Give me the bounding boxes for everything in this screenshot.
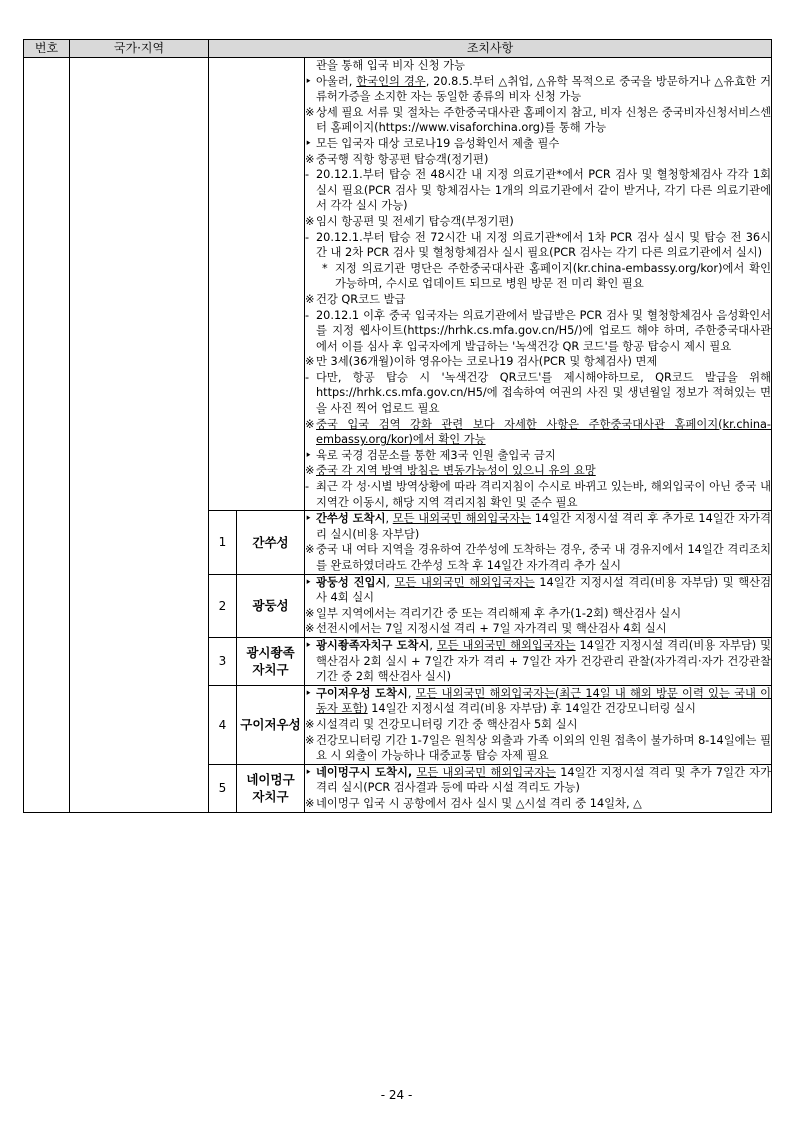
bullet-marker: ‣	[305, 765, 312, 779]
content-line	[305, 463, 771, 479]
content-line	[305, 261, 771, 292]
region-name: 네이멍구 자치구	[237, 764, 305, 812]
line-text: 만 3세(36개월)이하 영유아는 코로나19 검사(PCR 및 항체검사) 면제	[316, 355, 658, 369]
content-line	[305, 717, 771, 733]
content-line	[305, 638, 771, 685]
region-index: 2	[209, 574, 237, 637]
line-text: ,	[407, 686, 416, 700]
header-country: 국가·지역	[70, 40, 209, 58]
bullet-marker: ‣	[305, 686, 312, 700]
bullet-marker: ※	[305, 717, 315, 731]
bullet-marker: ‣	[305, 448, 312, 462]
region-index: 3	[209, 637, 237, 685]
line-text: 임시 항공편 및 전세기 탑승객(부정기편)	[316, 214, 514, 228]
bullet-marker: -	[305, 308, 310, 322]
bullet-marker: -	[305, 480, 310, 494]
page-number: - 24 -	[380, 1088, 413, 1102]
region-measures	[305, 685, 772, 764]
line-text: 14일간 지정시설 격리 후 추가로 14일간 자가격리 실시(비용 자부담)	[316, 512, 772, 541]
line-text: ,	[429, 638, 437, 652]
line-text: 시설격리 및 건강모니터링 기간 중 핵산검사 5회 실시	[316, 717, 578, 731]
line-text: 14일간 지정시설 격리(비용 자부담) 및 핵산검사 4회 실시	[316, 575, 771, 605]
line-text: 다만, 항공 탑승 시 '녹색건강 QR코드'를 제시해야하므로, QR코드 발급을 위해 https://hrhk.cs.mfa.gov.cn/H5/에 접속하여 여권의 사진 및 생년월일 정보가 적혀있는 면을 사진 찍어 업로드 필요	[316, 370, 771, 416]
table-row	[24, 58, 772, 511]
line-text: 네이멍구 입국 시 공항에서 검사 실시 및 △시설 격리 중 14일차, △	[316, 796, 642, 810]
bullet-marker: ※	[305, 606, 315, 620]
line-text: 지정 의료기관 명단은 주한중국대사관 홈페이지(kr.china-embassy.org/kor)에서 확인 가능하며, 수시로 업데이트 되므로 병원 방문 전 미리 확인 필요	[335, 261, 771, 291]
content-line	[305, 479, 771, 510]
bullet-marker: ※	[305, 355, 315, 369]
content-line	[305, 167, 771, 214]
content-line	[305, 105, 771, 136]
content-line	[305, 136, 771, 152]
line-text: 한국인의 경우	[356, 74, 426, 88]
region-measures	[305, 511, 772, 574]
bullet-marker: ※	[305, 733, 315, 747]
line-text: 육로 국경 검문소를 통한 제3국 인원 출입국 금지	[316, 448, 556, 462]
line-text: 상세 필요 서류 및 절차는 주한중국대사관 홈페이지 참고, 비자 신청은 중국비자신청서비스센터 홈페이지(https://www.visaforchina.org)를 통해 가능	[316, 105, 771, 135]
line-text: ,	[386, 575, 395, 589]
bullet-marker: -	[305, 230, 310, 244]
line-text: 광시좡족자치구 도착시	[316, 638, 430, 652]
region-name: 광둥성	[237, 574, 305, 637]
line-text: 중국행 직항 항공편 탑승객(정기편)	[316, 152, 489, 166]
content-line	[305, 621, 771, 637]
content-line	[305, 292, 771, 308]
content-line	[305, 448, 771, 464]
bullet-marker: -	[305, 168, 310, 182]
header-action: 조치사항	[209, 40, 772, 58]
content-line	[305, 796, 771, 812]
line-text: ,	[385, 512, 393, 526]
bullet-marker: -	[305, 370, 310, 384]
content-line	[305, 230, 771, 261]
content-line	[305, 308, 771, 355]
bullet-marker: ‣	[305, 512, 312, 526]
general-measures	[305, 58, 772, 511]
bullet-marker: ‣	[305, 136, 312, 150]
content-line	[305, 733, 771, 764]
line-text: 선전시에서는 7일 지정시설 격리 + 7일 자가격리 및 핵산검사 4회 실시	[316, 622, 667, 636]
line-text: 건강 QR코드 발급	[316, 292, 406, 306]
content-line	[305, 511, 771, 542]
region-name: 광시좡족 자치구	[237, 637, 305, 685]
bullet-marker: ‣	[305, 575, 312, 589]
table-header-row	[24, 40, 772, 58]
bullet-marker: ※	[305, 214, 315, 228]
line-text: 광둥성 진입시	[316, 575, 387, 589]
line-text: 모든 내외국민 해외입국자는	[416, 765, 556, 779]
line-text: 모든 내외국민 해외입국자는	[436, 638, 576, 652]
bullet-marker: ※	[305, 105, 315, 119]
line-text: 모든 입국자 대상 코로나19 음성확인서 제출 필수	[316, 136, 560, 150]
content-line	[305, 606, 771, 622]
blank-subcell	[209, 58, 305, 511]
content-line	[305, 214, 771, 230]
bullet-marker: ※	[305, 464, 315, 478]
bullet-marker: *	[322, 261, 328, 275]
content-line	[305, 575, 771, 606]
region-index: 4	[209, 685, 237, 764]
line-text: 모든 내외국민 해외입국자는(최근 14일 내 해외 방문 이력 있는 국내 이동자 포함)	[316, 686, 771, 716]
bullet-marker: ※	[305, 622, 315, 636]
line-text: 네이멍구시 도착시,	[316, 765, 413, 779]
document-page	[23, 39, 772, 813]
region-index: 1	[209, 511, 237, 574]
line-text: 아울러,	[316, 74, 357, 88]
bullet-marker: ※	[305, 417, 315, 431]
region-measures	[305, 764, 772, 812]
bullet-marker: ※	[305, 152, 315, 166]
line-text: 구이저우성 도착시	[316, 686, 408, 700]
line-text: 중국 내 여타 지역을 경유하여 간쑤성에 도착하는 경우, 중국 내 경유지에서 14일간 격리조치를 완료하였더라도 간쑤성 도착 후 14일간 자가격리 추가 실시	[316, 543, 771, 572]
line-text: 관을 통해 입국 비자 신청 가능	[316, 59, 465, 72]
line-text: , 20.8.5.부터 △취업, △유학 목적으로 중국을 방문하거나 △유효한 거류허가증을 소지한 자는 동일한 종류의 비자 신청 가능	[316, 74, 771, 104]
line-text: 일부 지역에서는 격리기간 중 또는 격리해제 후 추가(1-2회) 핵산검사 실시	[316, 606, 682, 620]
content-line	[305, 417, 771, 448]
bullet-marker: ※	[305, 543, 315, 557]
content-line	[305, 370, 771, 417]
line-text: 14일간 지정시설 격리(비용 자부담) 후 14일간 건강모니터링 실시	[367, 702, 696, 716]
line-text: 중국 각 지역 방역 방침은 변동가능성이 있으니 유의 요망	[316, 464, 596, 478]
content-line	[305, 765, 771, 796]
content-line	[305, 74, 771, 105]
content-line	[305, 542, 771, 573]
bullet-marker: ‣	[305, 638, 312, 652]
bullet-marker: ※	[305, 292, 315, 306]
line-text: 모든 내외국민 해외입국자는	[394, 575, 535, 589]
content-line	[305, 58, 771, 74]
country-cell	[70, 58, 209, 813]
line-text: 20.12.1 이후 중국 입국자는 의료기관에서 발급받은 PCR 검사 및 혈청항체검사 음성확인서를 지정 웹사이트(https://hrhk.cs.mfa.gov.cn/H5/)에 업로드 해야 하며, 주한중국대사관에서 이를 심사 후 입국자에게 발급하는 '녹색건강 QR 코드'를 항공 탑승시 제시 필요	[316, 308, 771, 353]
line-text: 14일간 지정시설 격리 및 추가 7일간 자가 격리 실시(PCR 검사결과 등에 따라 시설 격리도 가능)	[316, 765, 772, 795]
header-no: 번호	[24, 40, 70, 58]
no-cell	[24, 58, 70, 813]
line-text: 모든 내외국민 해외입국자는	[392, 512, 532, 526]
content-line	[305, 686, 771, 717]
bullet-marker: ‣	[305, 74, 312, 88]
content-line	[305, 354, 771, 370]
region-measures	[305, 574, 772, 637]
content-line	[305, 152, 771, 168]
line-text: 건강모니터링 기간 1-7일은 원칙상 외출과 가족 이외의 인원 접촉이 불가하며 8-14일에는 필요 시 외출이 가능하나 대중교통 탑승 자제 필요	[316, 733, 771, 763]
region-name: 구이저우성	[237, 685, 305, 764]
line-text: 20.12.1.부터 탑승 전 48시간 내 지정 의료기관*에서 PCR 검사 및 혈청항체검사 각각 1회 실시 필요(PCR 검사 및 항체검사는 1개의 의료기관에서 같이 받거나, 각기 다른 의료기관에서 각각 실시 가능)	[316, 168, 771, 213]
measures-table	[23, 39, 772, 813]
line-text: 최근 각 성·시별 방역상황에 따라 격리지침이 수시로 바뀌고 있는바, 해외입국이 아닌 중국 내 지역간 이동시, 해당 지역 격리지침 확인 및 준수 필요	[316, 480, 771, 509]
region-name: 간쑤성	[237, 511, 305, 574]
bullet-marker: ※	[305, 796, 315, 810]
region-measures	[305, 637, 772, 685]
line-text: 20.12.1.부터 탑승 전 72시간 내 지정 의료기관*에서 1차 PCR 검사 실시 및 탑승 전 36시간 내 2차 PCR 검사 및 혈청항체검사 실시 필요(PCR 검사는 각기 다른 의료기관에서 실시)	[316, 230, 771, 260]
line-text: 중국 입국 검역 강화 관련 보다 자세한 사항은 주한중국대사관 홈페이지(kr.china-embassy.org/kor)에서 확인 가능	[316, 417, 771, 447]
region-index: 5	[209, 764, 237, 812]
line-text: 간쑤성 도착시	[316, 512, 386, 526]
line-text: 14일간 지정시설 격리(비용 자부담) 및 핵산검사 2회 실시 + 7일간 자가 격리 + 7일간 자가 건강관리 관찰(자가격리·자가 건강관찰 기간 중 2회 핵산검사 실시)	[316, 638, 771, 684]
